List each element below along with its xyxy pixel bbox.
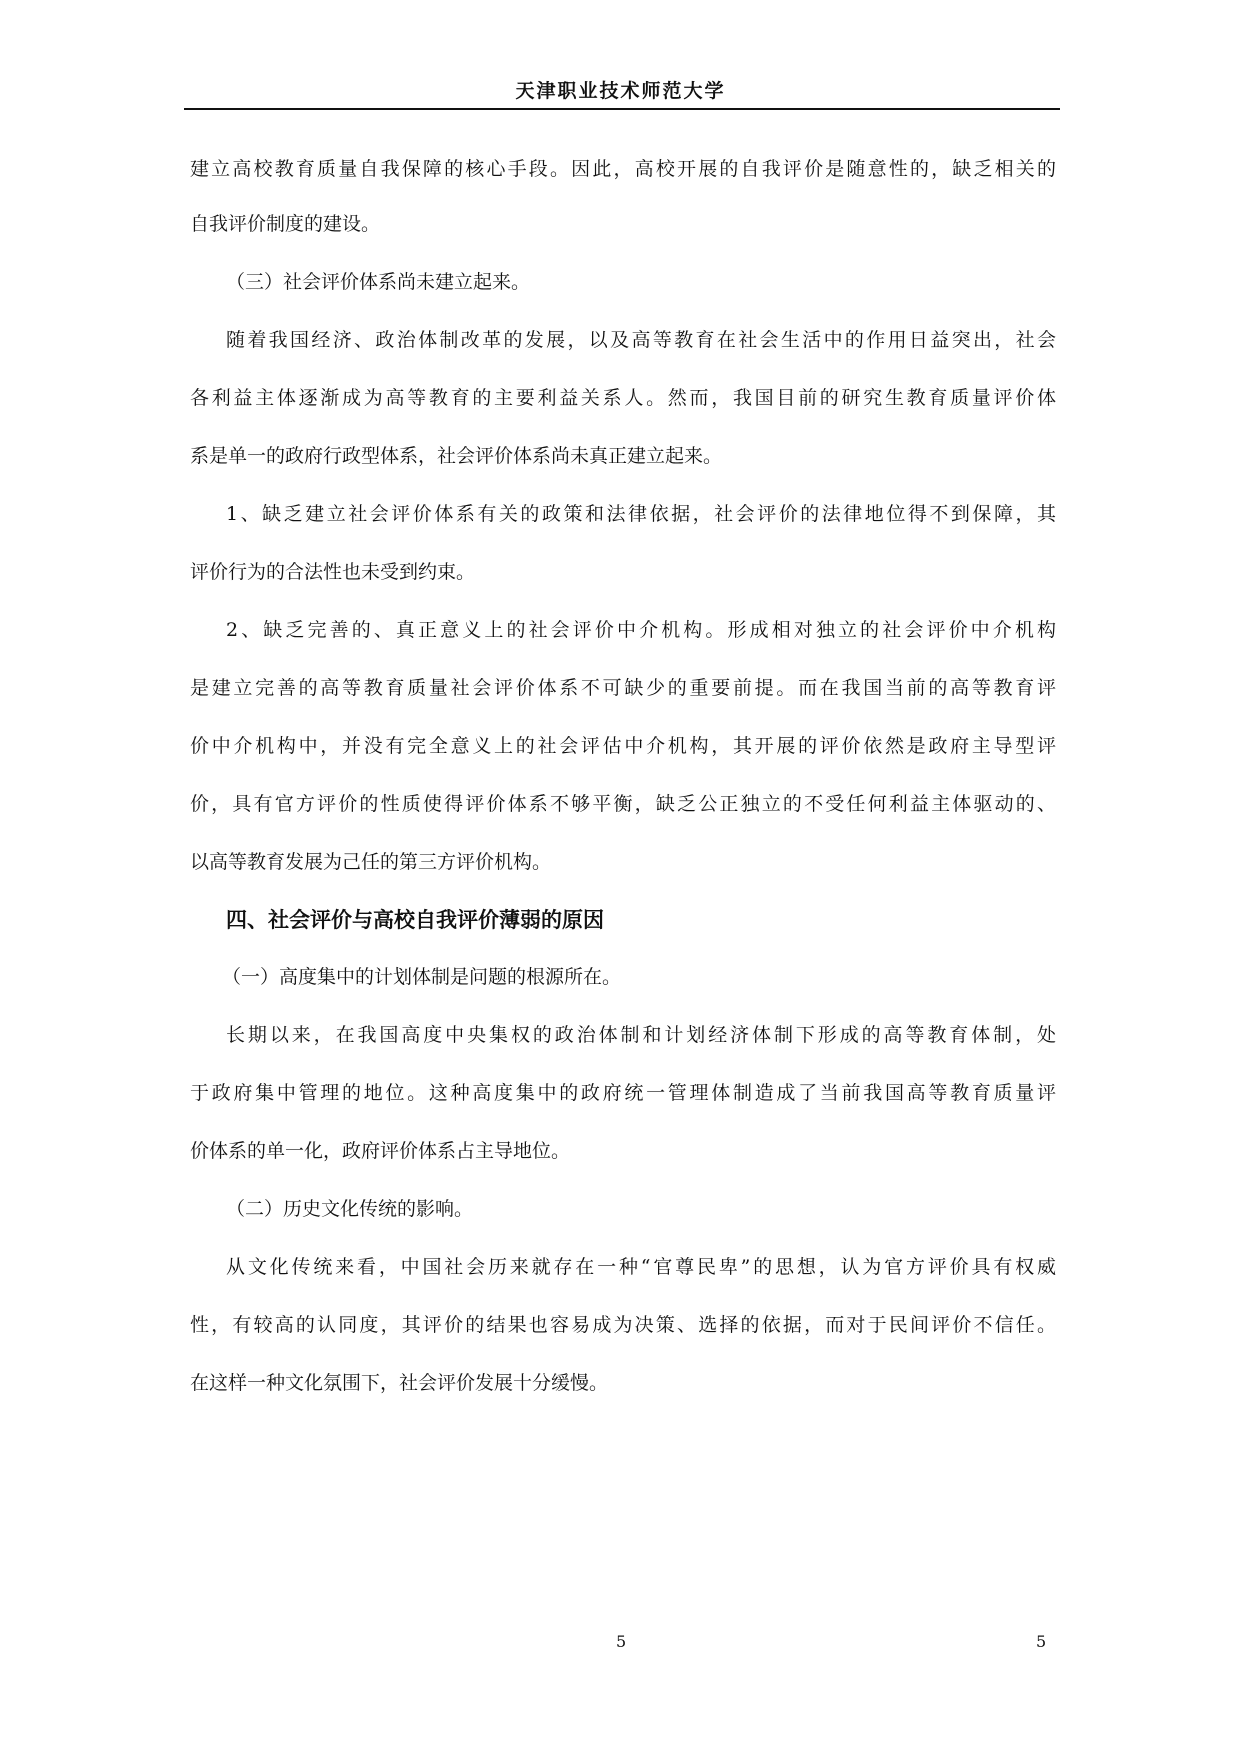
header-title: 天津职业技术师范大学 (515, 80, 726, 102)
text-line: 性，有较高的认同度，其评价的结果也容易成为决策、选择的依据，而对于民间评价不信任。 (190, 1314, 1056, 1336)
text-line: 价中介机构中，并没有完全意义上的社会评估中介机构，其开展的评价依然是政府主导型评 (190, 735, 1056, 757)
text-line: 1、缺乏建立社会评价体系有关的政策和法律依据，社会评价的法律地位得不到保障，其 (226, 503, 1056, 525)
text-line: 从文化传统来看，中国社会历来就存在一种“官尊民卑”的思想，认为官方评价具有权威 (226, 1256, 1056, 1278)
text-line: 2、缺乏完善的、真正意义上的社会评价中介机构。形成相对独立的社会评价中介机构 (226, 619, 1056, 641)
text-line: 各利益主体逐渐成为高等教育的主要利益关系人。然而，我国目前的研究生教育质量评价体 (190, 387, 1056, 409)
text-line: 评价行为的合法性也未受到约束。 (190, 561, 476, 583)
section-heading: 四、社会评价与高校自我评价薄弱的原因 (226, 908, 604, 932)
page-number: 5 (616, 1632, 627, 1651)
text-line: 在这样一种文化氛围下，社会评价发展十分缓慢。 (190, 1372, 609, 1394)
text-line: 价，具有官方评价的性质使得评价体系不够平衡，缺乏公正独立的不受任何利益主体驱动的、 (190, 793, 1056, 815)
text-line: 系是单一的政府行政型体系，社会评价体系尚未真正建立起来。 (190, 445, 723, 467)
page-number: 5 (1036, 1632, 1047, 1651)
section-subheading: （一）高度集中的计划体制是问题的根源所在。 (222, 966, 622, 988)
text-line: 是建立完善的高等教育质量社会评价体系不可缺少的重要前提。而在我国当前的高等教育评 (190, 677, 1056, 699)
section-subheading: （三）社会评价体系尚未建立起来。 (226, 271, 531, 293)
text-line: 建立高校教育质量自我保障的核心手段。因此，高校开展的自我评价是随意性的，缺乏相关的 (190, 158, 1056, 180)
text-line: 于政府集中管理的地位。这种高度集中的政府统一管理体制造成了当前我国高等教育质量评 (190, 1082, 1056, 1104)
text-line: 价体系的单一化，政府评价体系占主导地位。 (190, 1140, 571, 1162)
text-line: 随着我国经济、政治体制改革的发展，以及高等教育在社会生活中的作用日益突出，社会 (226, 329, 1056, 351)
text-line: 以高等教育发展为己任的第三方评价机构。 (190, 851, 552, 873)
text-line: 长期以来，在我国高度中央集权的政治体制和计划经济体制下形成的高等教育体制，处 (226, 1024, 1056, 1046)
header-divider (184, 108, 1060, 110)
section-subheading: （二）历史文化传统的影响。 (226, 1198, 474, 1220)
text-line: 自我评价制度的建设。 (190, 213, 381, 235)
